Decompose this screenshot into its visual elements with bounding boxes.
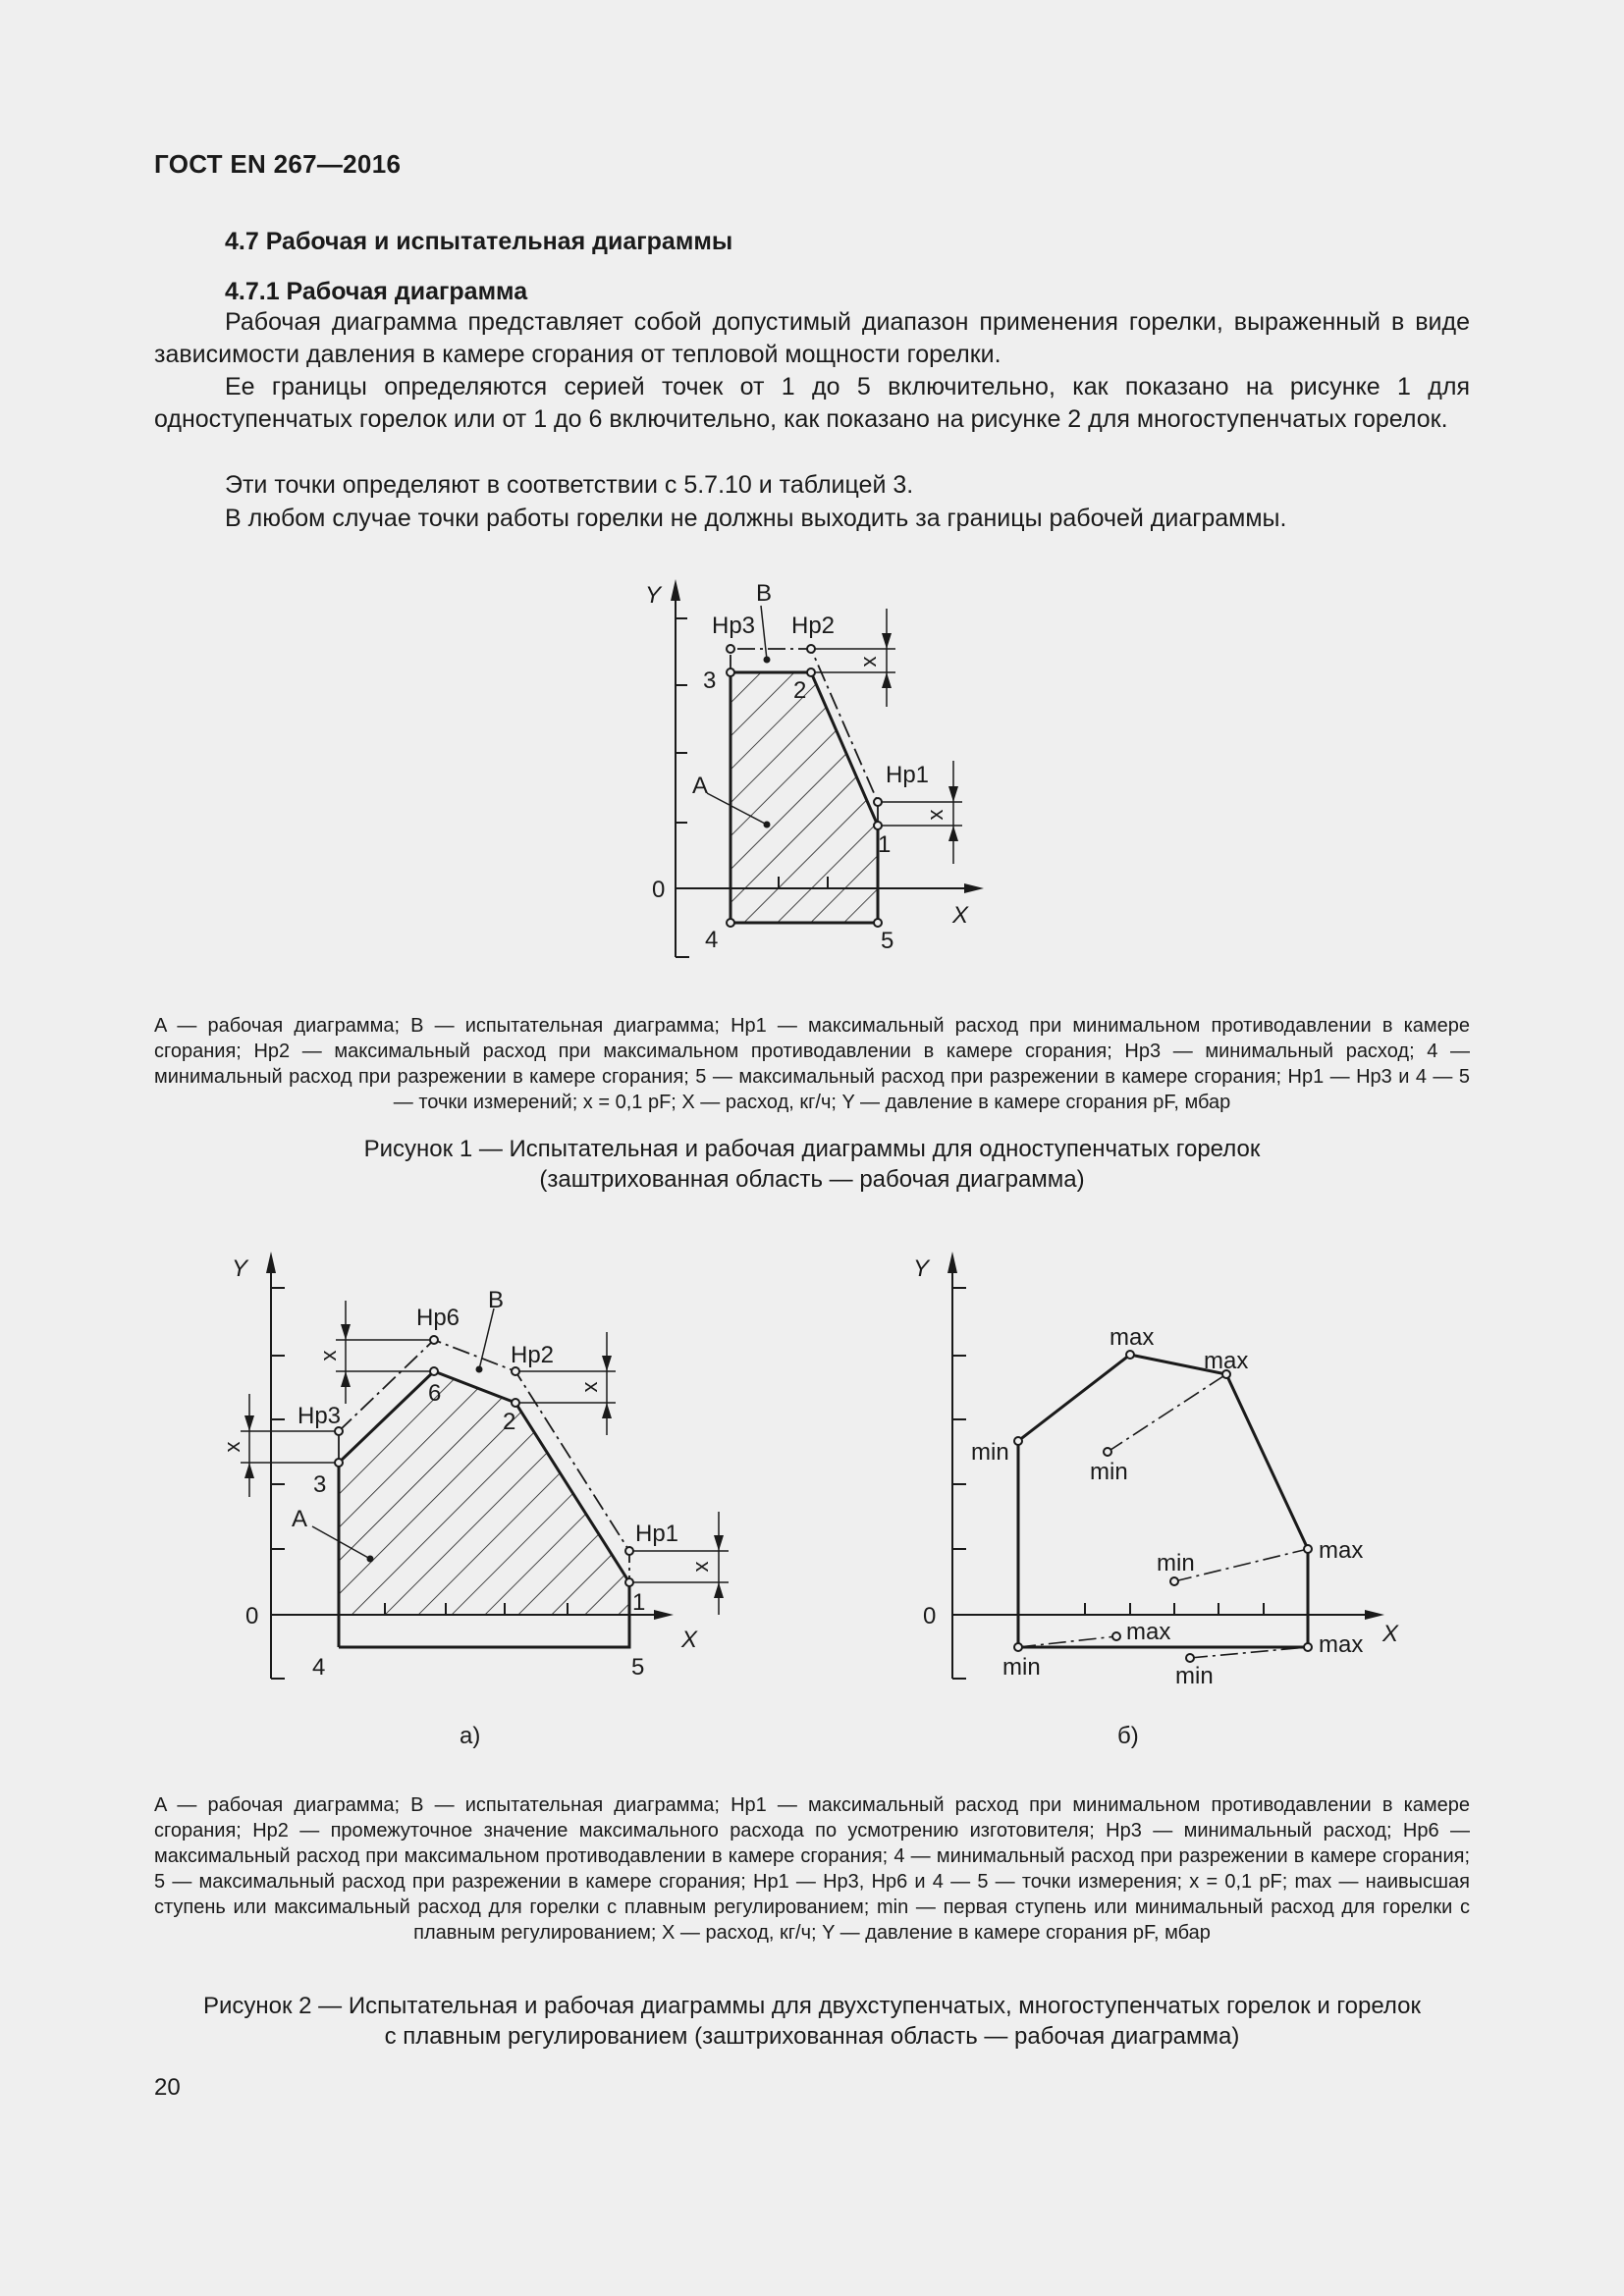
- section-title: 4.7 Рабочая и испытательная диаграммы: [225, 228, 733, 255]
- dim-x-label: x: [923, 809, 947, 821]
- paragraph: Эти точки определяют в соответствии с 5.7.10 и таблицей 3.: [225, 471, 914, 499]
- label-min: min: [1090, 1459, 1128, 1485]
- point-1: 1: [632, 1589, 646, 1616]
- subfigure-a-label: а): [460, 1723, 481, 1749]
- label-hp2: Hp2: [511, 1342, 555, 1368]
- paragraph: В любом случае точки работы горелки не должны выходить за границы рабочей диаграммы.: [225, 505, 1287, 532]
- label-b: B: [756, 580, 773, 607]
- label-max: max: [1319, 1631, 1364, 1658]
- figure1-legend: A — рабочая диаграмма; B — испытательная диаграмма; Hp1 — максимальный расход при минимальном противодавлении в камере сгорания; Hp2 — максимальный расход при максимальном противодавлении в камере сгорания; Hp3 — минимальный расход; 4 — минимальный расход при разрежении в камере сгорания; 5 — максимальный расход при разрежении в камере сгорания; Hp1 — Hp3 и 4 — 5 — точки измерений; x = 0,1 pF; X — расход, кг/ч; Y — давление в камере сгорания pF, мбар: [154, 1015, 1470, 1113]
- axis-y-label: Y: [232, 1255, 248, 1282]
- label-max: max: [1126, 1619, 1171, 1645]
- figure2-legend: A — рабочая диаграмма; B — испытательная диаграмма; Hp1 — максимальный расход при минимальном противодавлении в камере сгорания; Hp2 — промежуточное значение максимального расхода по усмотрению изготовителя; Hp3 — минимальный расход; Hp6 — максимальный расход при максимальном противодавлении в камере сгорания; 4 — минимальный расход при разрежении в камере сгорания; 5 — максимальный расход при разрежении в камере сгорания; Hp1 — Hp3, Hp6 и 4 — 5 — точки измерения; x = 0,1 pF; max — наивысшая ступень или максимальный расход для горелки с плавным регулированием; min — первая ступень или минимальный расход для горелки с плавным регулированием; X — расход, кг/ч; Y — давление в камере сгорания pF, мбар: [154, 1794, 1470, 1944]
- dim-x-label: x: [577, 1381, 602, 1393]
- label-min: min: [971, 1439, 1009, 1466]
- label-hp6: Hp6: [416, 1305, 460, 1331]
- axis-x-label: X: [1382, 1621, 1399, 1647]
- label-hp2: Hp2: [791, 613, 836, 639]
- label-max: max: [1319, 1537, 1364, 1564]
- axis-x-label: X: [681, 1627, 698, 1653]
- figure1-caption: Рисунок 1 — Испытательная и рабочая диаграммы для одноступенчатых горелок: [363, 1136, 1261, 1162]
- axis-x-label: X: [952, 902, 969, 929]
- label-min: min: [1002, 1654, 1041, 1681]
- label-a: A: [292, 1506, 308, 1532]
- label-min: min: [1157, 1550, 1195, 1576]
- zero-label: 0: [245, 1603, 259, 1629]
- axis-y-label: Y: [913, 1255, 930, 1282]
- label-min: min: [1175, 1663, 1214, 1689]
- paragraph: Ее границы определяются серией точек от 1 до 5 включительно, как показано на рисунке 1 для одноступенчатых горелок или от 1 до 6 включительно, как показано на рисунке 2 для многоступенчатых горелок.: [154, 373, 1470, 433]
- label-hp3: Hp3: [712, 613, 756, 639]
- zero-label: 0: [652, 877, 666, 903]
- point-3: 3: [313, 1471, 327, 1498]
- axis-y-label: Y: [645, 582, 662, 609]
- point-5: 5: [631, 1654, 645, 1681]
- label-b: B: [488, 1287, 505, 1313]
- figure1-caption: (заштрихованная область — рабочая диаграмма): [539, 1166, 1085, 1193]
- paragraph: Рабочая диаграмма представляет собой допустимый диапазон применения горелки, выраженный в виде зависимости давления в камере сгорания от тепловой мощности горелки.: [154, 308, 1470, 368]
- point-4: 4: [705, 927, 719, 953]
- point-1: 1: [878, 831, 892, 858]
- label-max: max: [1110, 1324, 1155, 1351]
- label-max: max: [1204, 1348, 1249, 1374]
- page-number: 20: [154, 2074, 181, 2101]
- point-4: 4: [312, 1654, 326, 1681]
- label-hp1: Hp1: [886, 762, 930, 788]
- document-header: ГОСТ EN 267—2016: [154, 149, 402, 179]
- zero-label: 0: [923, 1603, 937, 1629]
- dim-x-label: x: [856, 656, 881, 667]
- point-6: 6: [428, 1380, 442, 1407]
- point-5: 5: [881, 928, 894, 954]
- point-2: 2: [503, 1409, 516, 1435]
- label-hp3: Hp3: [298, 1403, 342, 1429]
- label-a: A: [692, 773, 709, 799]
- subfigure-b-label: б): [1117, 1723, 1139, 1749]
- subsection-title: 4.7.1 Рабочая диаграмма: [225, 278, 528, 305]
- figure2-caption: с плавным регулированием (заштрихованная область — рабочая диаграмма): [384, 2023, 1240, 2050]
- point-3: 3: [703, 667, 717, 694]
- figure2-caption: Рисунок 2 — Испытательная и рабочая диаграммы для двухступенчатых, многоступенчатых горелок и горелок: [202, 1993, 1422, 2019]
- point-2: 2: [793, 677, 807, 704]
- dim-x-label: x: [220, 1441, 244, 1453]
- dim-x-label: x: [688, 1561, 713, 1573]
- label-hp1: Hp1: [635, 1521, 679, 1547]
- dim-x-label: x: [316, 1350, 341, 1362]
